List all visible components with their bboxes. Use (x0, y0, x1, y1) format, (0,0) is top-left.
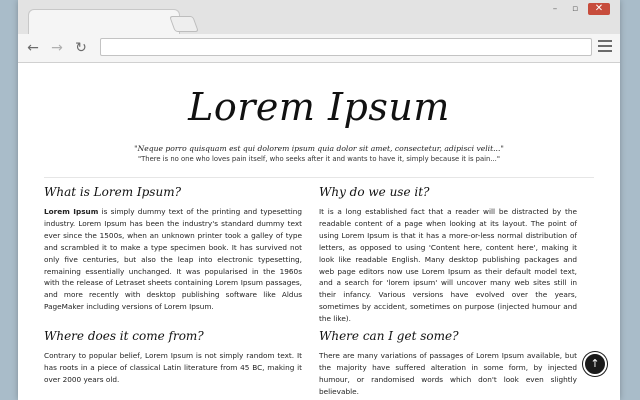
english-quote: "There is no one who loves pain itself, who seeks after it and wants to have it, simply because it is pain..." (138, 155, 500, 163)
maximize-icon[interactable]: ▫ (571, 4, 579, 14)
close-icon[interactable]: ✕ (588, 3, 610, 15)
title-bar (18, 0, 620, 34)
section-body: There are many variations of passages of Lorem Ipsum available, but the majority have suffered alteration in some form, by injected humour, or randomised words which don't look even slightly believable. (319, 351, 577, 396)
section-heading: What is Lorem Ipsum? (44, 185, 182, 199)
section-heading: Where can I get some? (319, 329, 459, 343)
new-tab-button[interactable] (169, 16, 199, 32)
section-where-from (44, 329, 302, 386)
section-heading: Why do we use it? (319, 185, 430, 199)
back-arrow-icon[interactable]: ← (27, 40, 39, 56)
section-where-get (319, 329, 577, 398)
arrow-up-circle-icon[interactable]: ↑ (583, 352, 607, 376)
section-body: It is a long established fact that a reader will be distracted by the readable content of a page when looking at its layout. The point of using Lorem Ipsum is that it has a more-or-less normal distribution of letters, as opposed to using 'Content here, content here', making it look like readable English. Many desktop publishing packages and web page editors now use Lorem Ipsum as their default model text, and a search for 'lorem ipsum' will uncover many web sites still in their infancy. Various versions have evolved over the years, sometimes by accident, sometimes on purpose (injected humour and the like). (319, 207, 577, 324)
section-body (44, 206, 302, 313)
page-title: Lorem Ipsum (188, 85, 450, 129)
lead-term: Lorem Ipsum (44, 207, 99, 216)
section-why-use (319, 185, 577, 325)
section-what-is (44, 185, 302, 313)
browser-tab[interactable] (28, 9, 180, 36)
latin-quote: "Neque porro quisquam est qui dolorem ipsum quia dolor sit amet, consectetur, adipisci velit..." (134, 144, 504, 153)
reload-icon[interactable]: ↻ (75, 40, 87, 56)
minimize-icon[interactable]: – (552, 4, 558, 14)
hamburger-icon[interactable] (598, 40, 612, 54)
address-bar[interactable] (100, 38, 592, 56)
divider (44, 177, 594, 178)
page-content (18, 63, 620, 400)
section-body: Contrary to popular belief, Lorem Ipsum is not simply random text. It has roots in a piece of classical Latin literature from 45 BC, making it over 2000 years old. (44, 351, 302, 384)
section-heading: Where does it come from? (44, 329, 204, 343)
forward-arrow-icon[interactable]: → (51, 40, 63, 56)
browser-toolbar (18, 34, 620, 63)
section-text: is simply dummy text of the printing and typesetting industry. Lorem Ipsum has been the industry's standard dummy text ever since the 1500s, when an unknown printer took a galley of type and scrambled it to make a type specimen book. It has survived not only five centuries, but also the leap into electronic typesetting, remaining essentially unchanged. It was popularised in the 1960s with the release of Letraset sheets containing Lorem Ipsum passages, and more recently with desktop publishing software like Aldus PageMaker including versions of Lorem Ipsum. (44, 207, 303, 312)
browser-window (18, 0, 620, 400)
